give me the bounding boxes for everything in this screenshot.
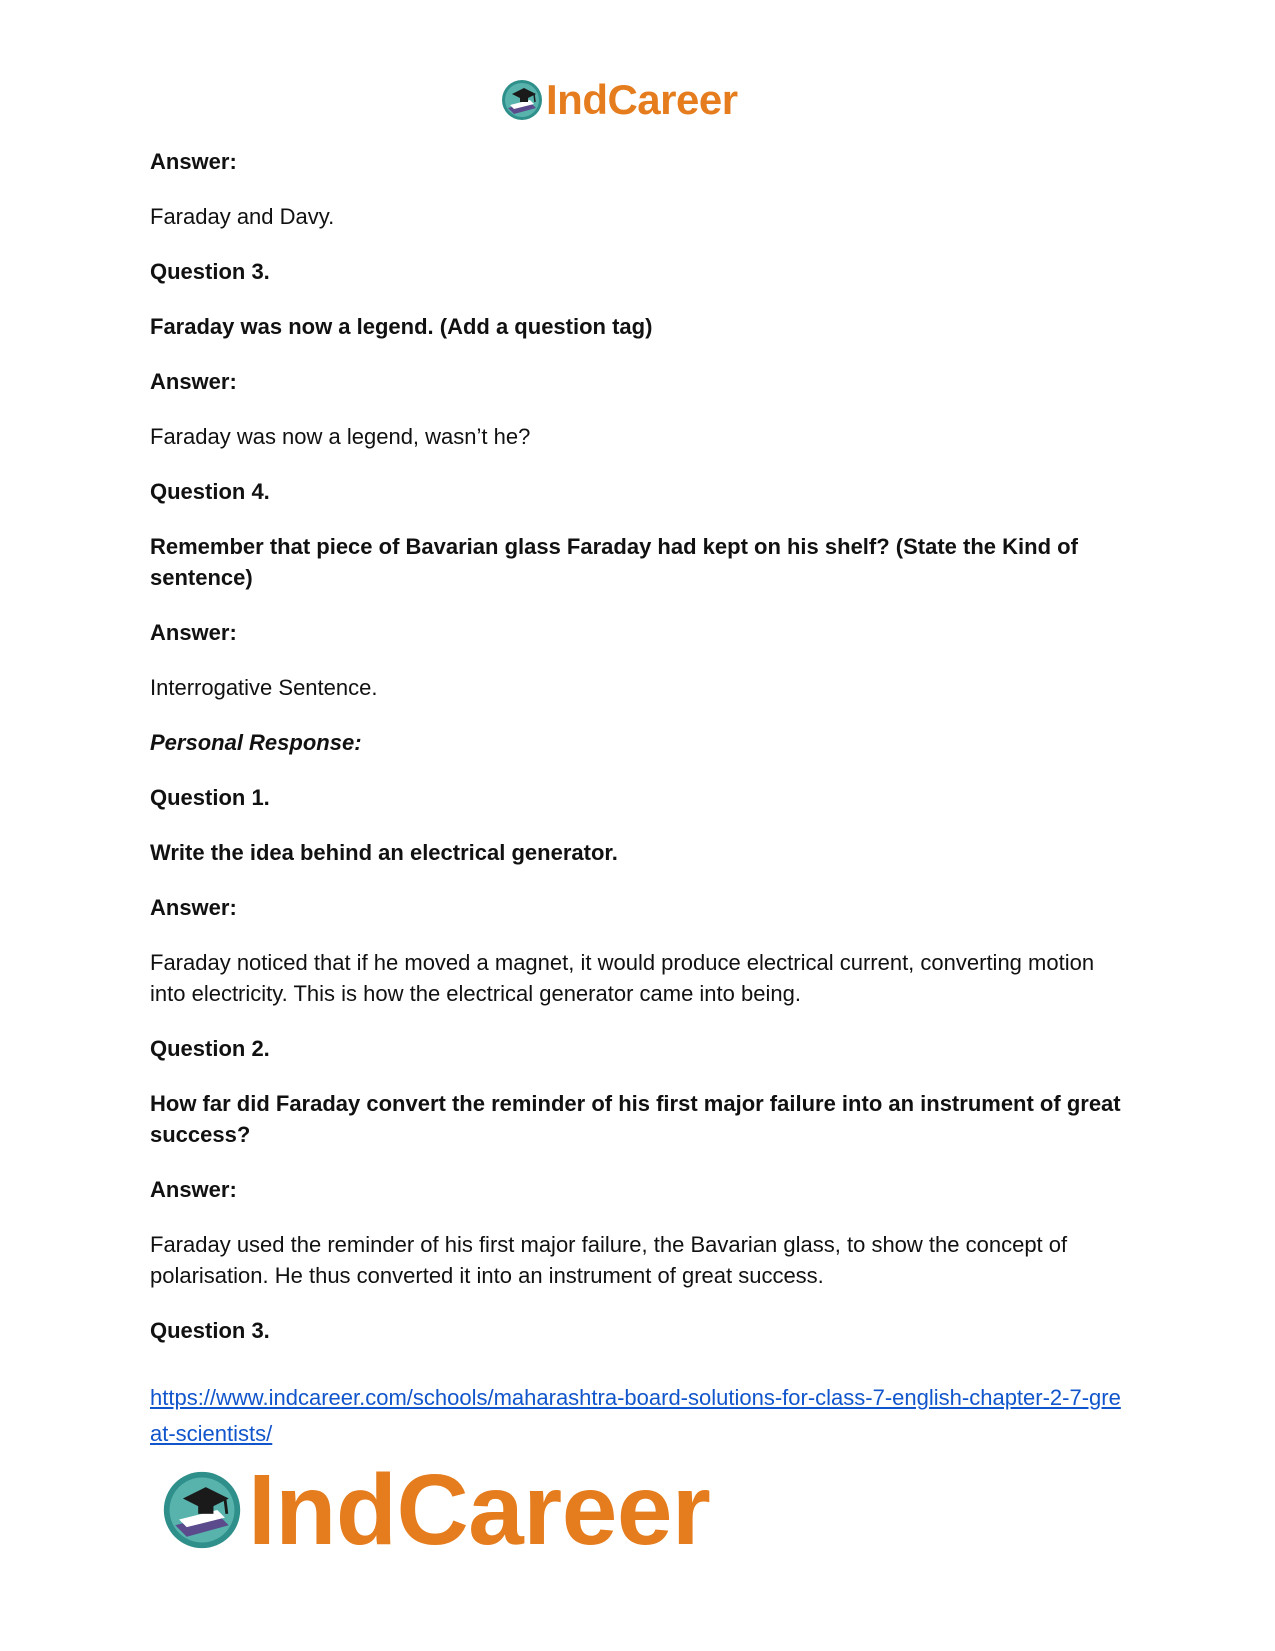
answer-text: Faraday and Davy. [150,204,335,229]
heading-text: Answer: [150,149,237,174]
heading-text: Remember that piece of Bavarian glass Faraday had kept on his shelf? (State the Kind of sentence) [150,534,1078,590]
answer-text: Interrogative Sentence. [150,675,378,700]
answer-text: Faraday noticed that if he moved a magnet, it would produce electrical current, converting motion into electricity. This is how the electrical generator came into being. [150,950,1095,1006]
heading-text: Question 3. [150,1318,270,1343]
heading-text: Answer: [150,1177,237,1202]
heading-text: Question 3. [150,259,270,284]
heading-text: Answer: [150,895,237,920]
heading-text: Question 1. [150,785,270,810]
heading-text: Faraday was now a legend. (Add a question tag) [150,314,653,339]
heading-text: Question 4. [150,479,270,504]
heading-text: How far did Faraday convert the reminder of his first major failure into an instrument of great success? [150,1091,1121,1147]
heading-text: Answer: [150,369,237,394]
graduation-cap-book-icon [160,1468,244,1552]
heading-text: Write the idea behind an electrical generator. [150,840,618,865]
document-body [150,146,1130,1370]
heading-text: Question 2. [150,1036,270,1061]
heading-text: Personal Response: [150,730,362,755]
answer-text: Faraday used the reminder of his first major failure, the Bavarian glass, to show the concept of polarisation. He thus converted it into an instrument of great success. [150,1232,1068,1288]
source-url-link[interactable]: https://www.indcareer.com/schools/maharashtra-board-solutions-for-class-7-english-chapter-2-7-great-scientists/ [150,1385,1121,1446]
graduation-cap-book-icon [500,78,544,122]
footer-logo [160,1454,711,1566]
footer-logo-text: IndCareer [248,1454,711,1566]
heading-text: Answer: [150,620,237,645]
header-logo-text: IndCareer [546,76,738,123]
answer-text: Faraday was now a legend, wasn’t he? [150,424,531,449]
header-logo [500,78,738,122]
